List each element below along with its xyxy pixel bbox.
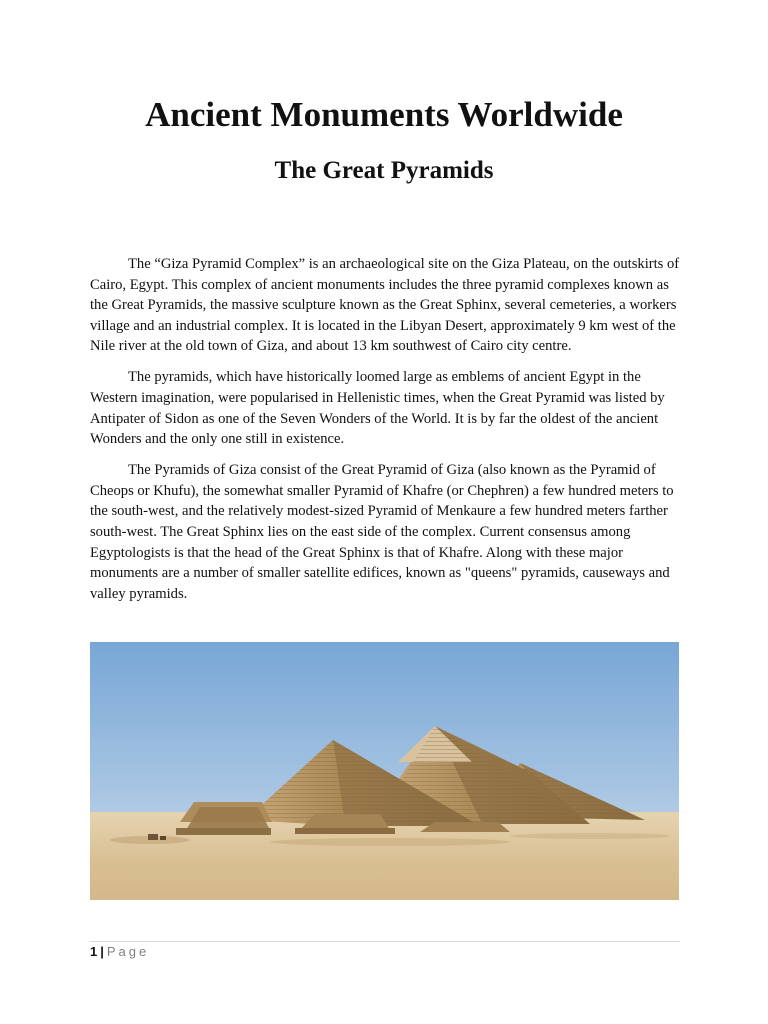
pyramids-photo xyxy=(90,642,679,900)
pyramids-illustration xyxy=(90,642,679,900)
footer-rule xyxy=(90,941,680,942)
document-body xyxy=(90,254,680,615)
footer-separator: | xyxy=(100,944,104,959)
page-footer xyxy=(90,943,149,961)
page-number: 1 xyxy=(90,944,98,959)
page-label: Page xyxy=(106,944,150,959)
document-title: Ancient Monuments Worldwide xyxy=(145,95,623,134)
paragraph-pyramids-of-giza: The Pyramids of Giza consist of the Great Pyramid of Giza (also known as the Pyramid of Cheops or Khufu), the somewhat smaller Pyramid of Khafre (or Chephren) a few hundred meters to the south-west, and the relatively modest-sized Pyramid of Menkaure a few hundred meters farther south-west. The Great Sphinx lies on the east side of the complex. Current consensus among Egyptologists is that the head of the Great Sphinx is that of Khafre. Along with these major monuments are a number of smaller satellite edifices, known as "queens" pyramids, causeways and valley pyramids. xyxy=(90,462,674,602)
foreground-sand xyxy=(90,856,679,900)
paragraph-giza-complex: The “Giza Pyramid Complex” is an archaeological site on the Giza Plateau, on the outskirts of Cairo, Egypt. This complex of ancient monuments includes the three pyramid complexes known as the Great Pyramids, the massive sculpture known as the Great Sphinx, several cemeteries, a workers village and an industrial complex. It is located in the Libyan Desert, approximately 9 km west of the Nile river at the old town of Giza, and about 13 km southwest of Cairo city centre. xyxy=(90,256,680,355)
paragraph-seven-wonders: The pyramids, which have historically loomed large as emblems of ancient Egypt in the Western imagination, were popularised in Hellenistic times, when the Great Pyramid was listed by Antipater of Sidon as one of the Seven Wonders of the World. It is by far the oldest of the ancient Wonders and the only one still in existence. xyxy=(90,369,665,448)
camel-riders xyxy=(148,834,158,840)
document-subtitle: The Great Pyramids xyxy=(274,157,494,184)
